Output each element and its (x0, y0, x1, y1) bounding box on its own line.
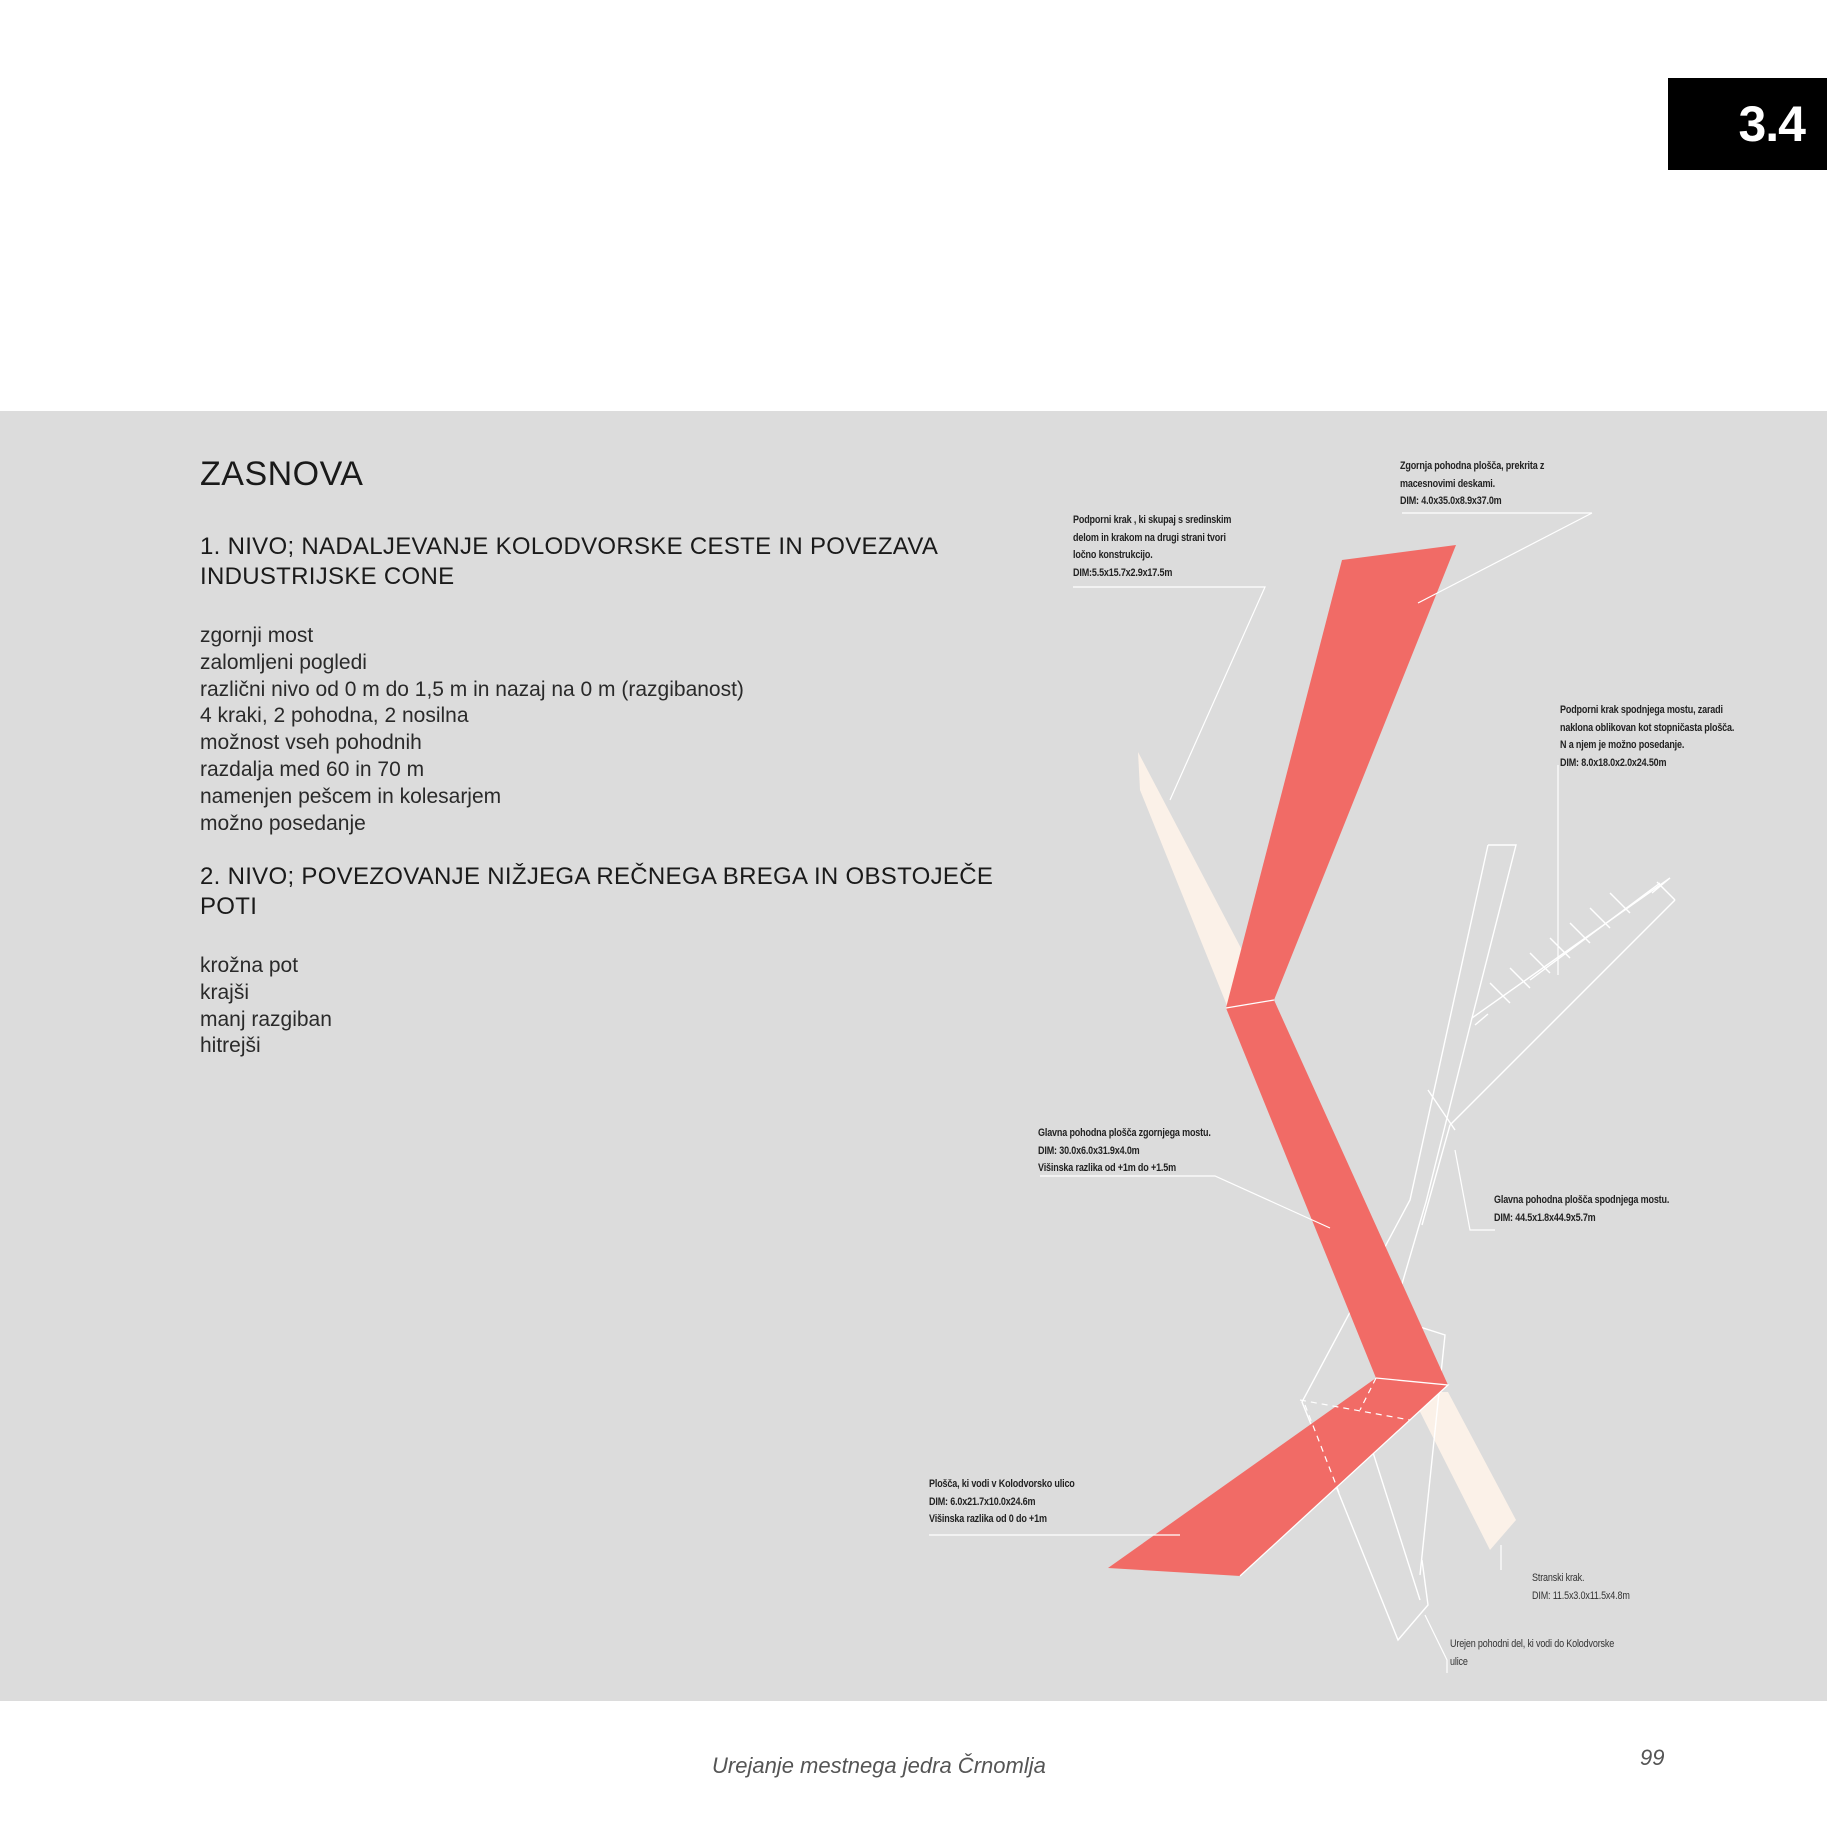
list-item: različni nivo od 0 m do 1,5 m in nazaj na 0 m (razgibanost) (200, 677, 744, 701)
annotation-line: Višinska razlika od +1m do +1.5m (1038, 1162, 1176, 1174)
annotation-line: DIM: 6.0x21.7x10.0x24.6m (929, 1495, 1036, 1508)
annotation-line: macesnovimi deskami. (1400, 477, 1495, 490)
list-item: hitrejši (200, 1034, 261, 1058)
cream-side-leg (1410, 1392, 1516, 1550)
cream-support-leg-top (1138, 752, 1242, 1008)
annotation-line: Podporni krak spodnjega mostu, zaradi (1560, 704, 1723, 716)
list-item: možno posedanje (200, 811, 366, 835)
level2-heading-line1: 2. NIVO; POVEZOVANJE NIŽJEGA REČNEGA BREGA IN OBSTOJEČE (200, 863, 994, 890)
annotation-urejen-pohodni-del (1450, 1636, 1614, 1671)
list-item: manj razgiban (200, 1007, 332, 1031)
list-item: možnost vseh pohodnih (200, 731, 422, 755)
annotation-line: DIM: 11.5x3.0x11.5x4.8m (1532, 1589, 1630, 1602)
annotation-line: ločno konstrukcijo. (1073, 549, 1153, 561)
annotation-glavna-spodnja (1494, 1192, 1669, 1227)
annotation-glavna-zgornja (1038, 1125, 1211, 1178)
annotation-podporni-spodnji (1560, 702, 1734, 772)
annotation-podporni-krak-top (1073, 512, 1231, 582)
list-item: zgornji most (200, 624, 314, 647)
annotation-stranski-krak (1532, 1570, 1630, 1605)
page-number: 99 (1640, 1745, 1665, 1770)
annotation-line: Podporni krak , ki skupaj s sredinskim (1073, 514, 1232, 526)
list-item: krajši (200, 980, 250, 1004)
red-upper-deck (1226, 545, 1456, 1008)
annotation-line: DIM: 30.0x6.0x31.9x4.0m (1038, 1144, 1140, 1157)
annotation-line: Stranski krak. (1532, 1572, 1585, 1584)
list-item: krožna pot (200, 954, 299, 977)
annotation-line: ulice (1450, 1655, 1468, 1668)
annotation-line: DIM:5.5x15.7x2.9x17.5m (1073, 566, 1173, 579)
annotation-line: Glavna pohodna plošča spodnjega mostu. (1494, 1194, 1670, 1206)
level1-heading-line2: INDUSTRIJSKE CONE (200, 563, 455, 590)
annotation-line: N a njem je možno posedanje. (1560, 739, 1685, 751)
annotation-line: delom in krakom na drugi strani tvori (1073, 531, 1226, 544)
level1-heading-line1: 1. NIVO; NADALJEVANJE KOLODVORSKE CESTE IN POVEZAVA (200, 533, 939, 560)
list-item: namenjen pešcem in kolesarjem (200, 784, 502, 808)
list-item: razdalja med 60 in 70 m (200, 757, 425, 781)
footer-document-title: Urejanje mestnega jedra Črnomlja (712, 1753, 1046, 1778)
list-item: 4 kraki, 2 pohodna, 2 nosilna (200, 704, 469, 728)
level2-heading-line2: POTI (200, 893, 258, 920)
annotation-line: naklona oblikovan kot stopničasta plošča. (1560, 721, 1735, 734)
red-main-walkway (1226, 1000, 1448, 1385)
annotation-zgornja-plosca (1400, 458, 1544, 511)
page-title: ZASNOVA (200, 455, 364, 493)
annotation-line: DIM: 8.0x18.0x2.0x24.50m (1560, 756, 1667, 769)
annotation-line: Urejen pohodni del, ki vodi do Kolodvorske (1450, 1638, 1615, 1650)
annotation-plosca-kolodvorsko (929, 1476, 1075, 1529)
red-kolodvorska-slab (1108, 1378, 1448, 1576)
annotation-line: Višinska razlika od 0 do +1m (929, 1513, 1047, 1525)
annotation-line: Glavna pohodna plošča zgornjega mostu. (1038, 1127, 1211, 1139)
section-number-badge: 3.4 (1668, 78, 1827, 170)
annotation-line: Plošča, ki vodi v Kolodvorsko ulico (929, 1478, 1075, 1490)
annotation-line: DIM: 44.5x1.8x44.9x5.7m (1494, 1211, 1596, 1224)
list-item: zalomljeni pogledi (200, 650, 367, 674)
annotation-line: Zgornja pohodna plošča, prekrita z (1400, 460, 1545, 472)
annotation-line: DIM: 4.0x35.0x8.9x37.0m (1400, 495, 1502, 507)
